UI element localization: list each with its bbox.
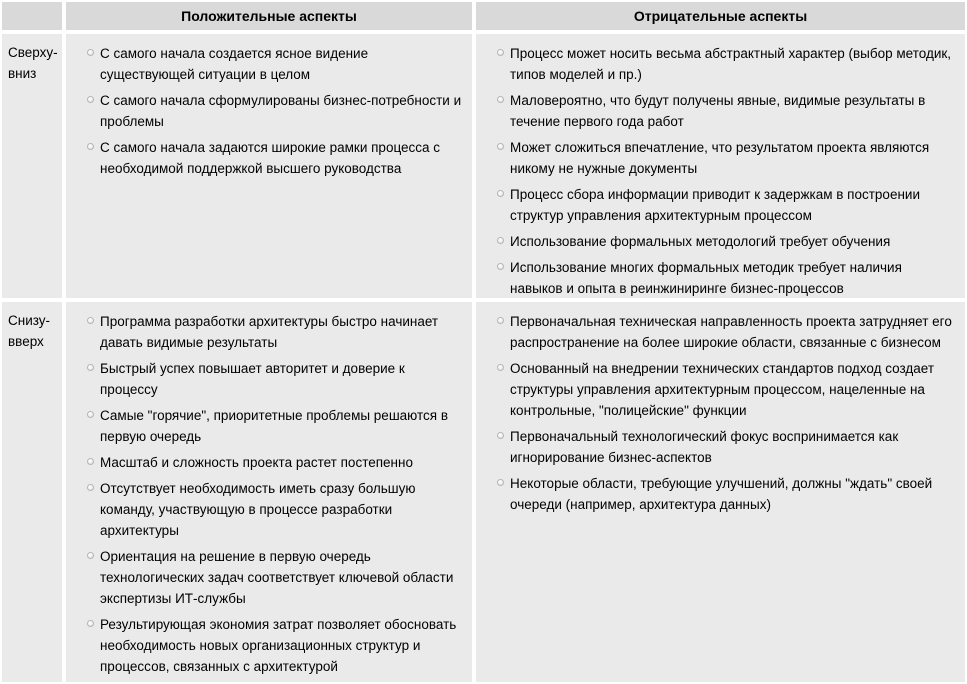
list-item [476, 231, 957, 252]
circle-bullet-icon [87, 458, 94, 465]
circle-bullet-icon [497, 143, 504, 150]
aspect-text: Основанный на внедрении технических стандартов подход создает структуры управления архитектурным процессом, нацеленные на контрольные, "полицейские" функции [510, 361, 935, 418]
circle-bullet-icon [497, 49, 504, 56]
list-item [476, 426, 957, 468]
aspect-text: Процесс может носить весьма абстрактный характер (выбор методик, типов моделей и пр.) [510, 46, 952, 82]
circle-bullet-icon [87, 484, 94, 491]
circle-bullet-icon [87, 411, 94, 418]
aspect-text: Использование формальных методологий требует обучения [510, 234, 891, 249]
cell-top-down-negative [476, 34, 965, 298]
aspect-text: Отсутствует необходимость иметь сразу большую команду, участвующую в процессе разработки архитектуры [100, 481, 416, 538]
circle-bullet-icon [87, 552, 94, 559]
circle-bullet-icon [497, 263, 504, 270]
header-negative-aspects: Отрицательные аспекты [476, 2, 965, 30]
list-item [66, 478, 464, 541]
list-item [476, 184, 957, 226]
aspect-text: Результирующая экономия затрат позволяет обосновать необходимость новых организационных структур и процессов, связанных с архитектурой [100, 617, 457, 674]
aspect-text: С самого начала создается ясное видение существующей ситуации в целом [100, 46, 369, 82]
aspect-list [66, 34, 472, 179]
circle-bullet-icon [87, 96, 94, 103]
list-item [476, 90, 957, 132]
aspect-text: Первоначальный технологический фокус воспринимается как игнорирование бизнес-аспектов [510, 429, 899, 465]
circle-bullet-icon [497, 317, 504, 324]
aspect-text: Самые "горячие", приоритетные проблемы решаются в первую очередь [100, 408, 449, 444]
aspect-text: Масштаб и сложность проекта растет постепенно [100, 455, 413, 470]
list-item [66, 137, 464, 179]
circle-bullet-icon [87, 143, 94, 150]
aspect-text: Программа разработки архитектуры быстро начинает давать видимые результаты [100, 314, 439, 350]
cell-bottom-up-negative [476, 302, 965, 682]
aspect-list [476, 34, 965, 299]
aspect-text: Маловероятно, что будут получены явные, видимые результаты в течение первого года работ [510, 93, 926, 129]
circle-bullet-icon [497, 96, 504, 103]
row-header-top-down: Сверху-вниз [2, 34, 62, 298]
circle-bullet-icon [497, 432, 504, 439]
list-item [66, 90, 464, 132]
cell-top-down-positive [66, 34, 472, 298]
circle-bullet-icon [87, 49, 94, 56]
circle-bullet-icon [497, 479, 504, 486]
circle-bullet-icon [87, 620, 94, 627]
list-item [476, 473, 957, 515]
aspect-text: С самого начала задаются широкие рамки процесса с необходимой поддержкой высшего руководства [100, 140, 441, 176]
cell-bottom-up-positive [66, 302, 472, 682]
circle-bullet-icon [497, 364, 504, 371]
row-header-bottom-up: Снизу-вверх [2, 302, 62, 682]
aspect-text: Некоторые области, требующие улучшений, должны "ждать" своей очереди (например, архитектура данных) [510, 476, 933, 512]
list-item [476, 311, 957, 353]
list-item [66, 43, 464, 85]
list-item [66, 546, 464, 609]
list-item [66, 405, 464, 447]
aspect-text: Ориентация на решение в первую очередь технологических задач соответствует ключевой области экспертизы ИТ-службы [100, 549, 454, 606]
list-item [66, 614, 464, 677]
aspect-text: Использование многих формальных методик требует наличия навыков и опыта в реинжиниринге бизнес-процессов [510, 260, 902, 296]
aspect-text: Может сложиться впечатление, что результатом проекта являются никому не нужные документы [510, 140, 930, 176]
circle-bullet-icon [87, 317, 94, 324]
list-item [476, 137, 957, 179]
aspect-text: Процесс сбора информации приводит к задержкам в построении структур управления архитектурным процессом [510, 187, 920, 223]
list-item [476, 358, 957, 421]
circle-bullet-icon [497, 237, 504, 244]
aspect-list [66, 302, 472, 677]
list-item [66, 358, 464, 400]
aspect-list [476, 302, 965, 515]
aspect-text: Быстрый успех повышает авторитет и доверие к процессу [100, 361, 405, 397]
header-corner-cell [2, 2, 62, 30]
header-positive-aspects: Положительные аспекты [66, 2, 472, 30]
circle-bullet-icon [497, 190, 504, 197]
aspect-text: Первоначальная техническая направленность проекта затрудняет его распространение на более широкие области, связанные с бизнесом [510, 314, 952, 350]
list-item [476, 257, 957, 299]
aspect-text: С самого начала сформулированы бизнес-потребности и проблемы [100, 93, 462, 129]
list-item [66, 311, 464, 353]
list-item [66, 452, 464, 473]
list-item [476, 43, 957, 85]
circle-bullet-icon [87, 364, 94, 371]
